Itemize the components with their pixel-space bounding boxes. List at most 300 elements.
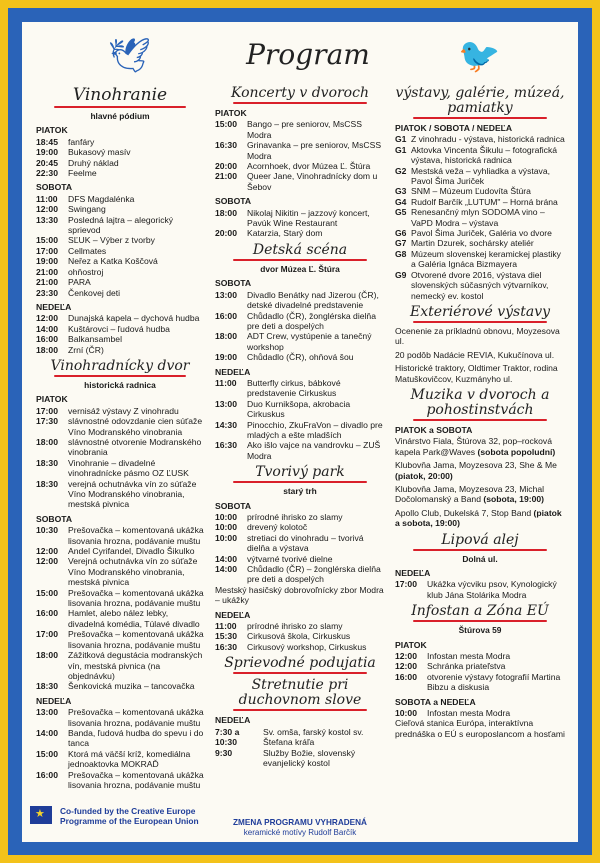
event-time: 12:00	[395, 651, 417, 662]
detska-event	[215, 352, 385, 362]
gallery-code: G9	[395, 269, 407, 280]
koncerty-underline	[233, 102, 367, 104]
vinohradnicky-event	[36, 681, 204, 691]
detska-event	[215, 311, 385, 332]
stretnutie-event	[215, 727, 385, 748]
event-title: Andel Cyrifandel, Divadlo Šikulko	[68, 546, 195, 557]
detska-event	[215, 399, 385, 420]
event-title: ohňostroj	[68, 266, 104, 277]
music-item	[395, 508, 565, 529]
event-title: Druhý náklad	[68, 157, 119, 168]
detska-venue: dvor Múzea Ľ. Štúra	[260, 263, 340, 274]
tvorivy-event	[215, 533, 385, 554]
gallery-item	[395, 145, 565, 166]
vinohranie-event	[36, 313, 204, 323]
event-title: slávnostné odovzdanie cien súťaže Víno Modranského vinobrania	[68, 416, 203, 437]
event-time: 13:30	[36, 214, 58, 225]
tvorivy-event	[215, 554, 385, 564]
stretnutie-heading: Stretnutie pri duchovnom slove	[238, 677, 362, 709]
music-time: (piatok, 20:00)	[395, 470, 453, 481]
vinohranie-event	[36, 235, 204, 245]
event-time: 23:30	[36, 287, 58, 298]
vinohranie-event	[36, 147, 204, 157]
vinohradnicky-event	[36, 525, 204, 546]
koncerty-event	[215, 228, 385, 238]
event-title: Infostan mesta Modra	[427, 708, 511, 719]
music-time: (sobota popoludní)	[477, 446, 556, 457]
event-time: 10:00	[215, 532, 237, 543]
vinohradnicky-underline	[54, 375, 186, 377]
gallery-item	[395, 238, 565, 248]
vinohradnicky-event	[36, 416, 204, 437]
vinohranie-day-label: SOBOTA	[36, 182, 73, 193]
exterior-item: Historické traktory, Oldtimer Traktor, rodina Matuškovičcov, Kuzmányho ul.	[395, 363, 558, 384]
gallery-code: G3	[395, 186, 407, 197]
column-middle	[215, 84, 385, 772]
stretnutie-underline	[233, 709, 367, 711]
event-title: Duo Kurnikšopa, akrobacia Cirkuskus	[247, 398, 351, 420]
vinohradnicky-event	[36, 749, 204, 770]
infostan-event	[395, 661, 565, 671]
event-title: Schránka priateľstva	[427, 661, 506, 672]
event-time: 17:00	[36, 629, 58, 640]
vinohradnicky-event	[36, 479, 204, 510]
event-title: otvorenie výstavy fotografií Martina Bibzu a diskusia	[427, 671, 561, 693]
event-title: Čenkovej deti	[68, 287, 121, 298]
section-lipova	[395, 533, 565, 601]
muzika-day-label: PIATOK a SOBOTA	[395, 424, 473, 435]
event-title: fanfáry	[68, 136, 95, 147]
vinohranie-event	[36, 246, 204, 256]
event-time: 14:00	[215, 553, 237, 564]
vystavy-day-label: PIATOK / SOBOTA / NEDEĽA	[395, 123, 513, 133]
event-time: 18:00	[36, 344, 58, 355]
event-title: stretiaci do vinohradu – tvorivá dielňa a výstava	[247, 532, 364, 554]
event-title: Butterfly cirkus, bábkové predstavenie Cirkuskus	[247, 377, 341, 399]
gallery-code: G1	[395, 144, 407, 155]
detska-event	[215, 331, 385, 352]
event-time: 18:00	[215, 331, 237, 342]
koncerty-event	[215, 171, 385, 192]
tvorivy-day-label: NEDEĽA	[215, 609, 251, 620]
music-venue: Vinárstvo Fiala, Štúrova 32, pop–rocková kapela Park@Waves	[395, 436, 553, 457]
infostan-note: Cieľová stanica Európa, interaktívna prednáška o EÚ s europoslancom a hosťami	[395, 718, 565, 739]
lipova-heading: Lipová alej	[441, 531, 519, 548]
event-time: 16:30	[215, 641, 237, 652]
vinohradnicky-event	[36, 556, 204, 587]
eu-cofunded-text: Co-funded by the Creative Europe Programme of the European Union	[60, 806, 199, 826]
event-time: 10:00	[215, 512, 237, 522]
vinohranie-event	[36, 204, 204, 214]
event-title: slávnostné otvorenie Modranského vinobrania	[68, 436, 202, 458]
detska-day-label: SOBOTA	[215, 278, 252, 289]
gallery-item	[395, 249, 565, 270]
event-time: 20:45	[36, 157, 58, 168]
event-title: Chůdadlo (ČR) – žonglérska dielňa pre deti a dospelých	[247, 564, 381, 585]
event-title: Cirkusová škola, Cirkuskus	[247, 631, 351, 642]
event-title: Feelme	[68, 168, 97, 179]
event-title: Divadlo Benátky nad Jizerou (ČR), detské divadelné predstavenie	[247, 289, 379, 311]
event-time: 16:30	[215, 440, 237, 451]
lipova-day-label: NEDEĽA	[395, 568, 431, 578]
event-time: 10:00	[215, 522, 237, 533]
gallery-code: G2	[395, 165, 407, 176]
tvorivy-event	[215, 642, 385, 652]
event-time: 18:30	[36, 478, 58, 489]
section-koncerty	[215, 86, 385, 239]
event-time: 21:00	[36, 266, 58, 277]
event-title: drevený kolotoč	[247, 522, 308, 533]
vinohranie-event	[36, 137, 204, 147]
vinohradnicky-event	[36, 728, 204, 749]
detska-event	[215, 420, 385, 441]
koncerty-event	[215, 161, 385, 171]
event-time: 12:00	[36, 313, 58, 324]
vinohranie-day-label: PIATOK	[36, 125, 68, 136]
gallery-title: Mestská veža – vyhliadka a výstava, Pavol Šima Juriček	[411, 165, 550, 187]
event-title: Dunajská kapela – dychová hudba	[68, 313, 200, 324]
gallery-code: G6	[395, 228, 407, 239]
page-title: Program	[246, 38, 370, 71]
event-title: Bango – pre seniorov, MsCSS Modra	[247, 119, 362, 140]
gallery-item	[395, 207, 565, 228]
event-title: Balkansambel	[68, 334, 122, 345]
vinohranie-event	[36, 194, 204, 204]
event-time: 16:00	[36, 608, 58, 619]
event-time: 17:00	[395, 579, 417, 590]
event-time: 15:00	[36, 587, 58, 598]
vinohranie-underline	[54, 106, 186, 108]
tvorivy-heading: Tvorivý park	[255, 464, 345, 481]
music-item	[395, 460, 565, 481]
event-title: Kuštárovci – ľudová hudba	[68, 323, 170, 334]
gallery-item	[395, 228, 565, 238]
music-venue: Klubovňa Jama, Moyzesova 23, She & Me	[395, 460, 557, 471]
lipova-venue: Dolná ul.	[462, 553, 498, 564]
event-time: 18:00	[36, 650, 58, 661]
koncerty-day-label: PIATOK	[215, 108, 247, 118]
infostan-heading: Infostan a Zóna EÚ	[411, 603, 549, 620]
section-sprievodne	[215, 656, 385, 674]
program-reserved: ZMENA PROGRAMU VYHRADENÁ	[233, 818, 367, 827]
event-title: Sv. omša, farský kostol sv. Štefana kráľa	[263, 726, 364, 748]
event-title: Queer Jane, Vinohradnícky dom u Šebov	[247, 171, 378, 192]
event-time: 16:00	[215, 310, 237, 321]
event-title: Vinohranie – divadelné vinohradnícke pásmo OZ ĽUSK	[68, 457, 189, 479]
event-time: 15:30	[215, 631, 237, 642]
vinohradnicky-event	[36, 608, 204, 629]
vinohradnicky-event	[36, 707, 204, 728]
event-title: SĽUK – Výber z tvorby	[68, 235, 155, 246]
event-time: 21:00	[215, 171, 237, 182]
event-title: verejná ochutnávka vín zo súťaže Víno Modranského vinobrania, mestská pivnica	[68, 478, 197, 510]
vinohradnicky-day-label: SOBOTA	[36, 513, 73, 524]
vinohradnicky-event	[36, 406, 204, 416]
event-time: 12:00	[36, 556, 58, 567]
gallery-title: Otvorené dvore 2016, výstava diel slovenských súčasných výtvarníkov, nemecký ev. kostol	[411, 269, 549, 301]
event-title: Služby Božie, slovenský evanjelický kostol	[263, 747, 356, 768]
event-time: 12:00	[395, 661, 417, 672]
gallery-code: G5	[395, 207, 407, 218]
event-time: 16:00	[36, 769, 58, 780]
event-title: Infostan mesta Modra	[427, 651, 511, 662]
vinohradnicky-day-label: NEDEĽA	[36, 695, 72, 706]
vinohranie-event	[36, 215, 204, 236]
tvorivy-event	[215, 631, 385, 641]
gallery-item	[395, 197, 565, 207]
event-title: Acornhoek, dvor Múzea Ľ. Štúra	[247, 161, 371, 172]
event-time: 18:00	[36, 436, 58, 447]
event-title: Zážitková degustácia modranských vín, mestská pivnica (na objednávku)	[68, 650, 203, 681]
vinohranie-event	[36, 267, 204, 277]
muzika-heading: Muzika v dvoroch a pohostinstvách	[410, 386, 550, 418]
gallery-title: SNM – Múzeum Ľudovíta Štúra	[411, 186, 531, 197]
muzika-underline	[413, 419, 547, 421]
event-title: Prešovačka – komentovaná ukážka lisovania hrozna, podávanie muštu	[68, 587, 204, 609]
event-title: Grinavanka – pre seniorov, MsCSS Modra	[247, 140, 382, 161]
sprievodne-underline	[233, 672, 367, 674]
event-title: Nikolaj Nikitin – jazzový koncert, Pavúk Wine Restaurant	[247, 207, 370, 229]
infostan-day-label: SOBOTA a NEDEĽA	[395, 696, 476, 707]
tvorivy-underline	[233, 481, 367, 483]
event-time: 11:00	[215, 621, 237, 632]
detska-event	[215, 440, 385, 461]
event-title: Pinocchio, ZkuFraVon – divadlo pre mladých a ešte mladších	[247, 419, 383, 440]
vinohranie-heading: Vinohranie	[72, 85, 168, 105]
infostan-event	[395, 708, 565, 718]
event-time: 18:00	[215, 207, 237, 218]
vinohradnicky-event	[36, 629, 204, 650]
event-title: Chůdadlo (ČR), ohňová šou	[247, 352, 354, 363]
vinohradnicky-event	[36, 588, 204, 609]
vinohranie-event	[36, 324, 204, 334]
event-title: Prešovačka – komentovaná ukážka lisovania hrozna, podávanie muštu	[68, 769, 204, 790]
event-time: 12:00	[36, 546, 58, 557]
vinohranie-event	[36, 345, 204, 355]
event-time: 16:00	[36, 334, 58, 345]
event-time: 16:30	[215, 140, 237, 151]
section-exterierove	[395, 305, 565, 384]
bird-left-icon: 🕊	[108, 37, 152, 75]
footer-note	[215, 818, 385, 838]
event-time: 7:30 a 10:30	[215, 726, 240, 748]
detska-day-label: NEDEĽA	[215, 366, 251, 377]
event-title: Hamlet, alebo nález lebky, divadelná komédia, Túlavé divadlo	[68, 608, 200, 629]
event-time: 18:45	[36, 136, 58, 147]
vinohradnicky-event	[36, 770, 204, 791]
event-time: 11:00	[215, 377, 237, 388]
detska-event	[215, 290, 385, 311]
event-title: Banda, ľudová hudba do spevu i do tanca	[68, 727, 204, 749]
event-title: Katarzia, Starý dom	[247, 228, 323, 239]
infostan-event	[395, 651, 565, 661]
gallery-title: Rudolf Barčík „LUTUM" – Horná brána	[411, 196, 558, 207]
section-detska-scena	[215, 243, 385, 461]
event-time: 16:00	[395, 671, 417, 682]
event-time: 19:00	[36, 147, 58, 158]
section-vinohradnicky-dvor	[36, 359, 204, 790]
event-title: Bukasový masív	[68, 147, 131, 158]
event-title: Zrní (ČR)	[68, 344, 104, 355]
event-time: 15:00	[36, 235, 58, 246]
event-title: Šenkovická muzika – tancovačka	[68, 681, 195, 692]
event-time: 22:30	[36, 168, 58, 179]
vinohradnicky-event	[36, 437, 204, 458]
event-time: 15:00	[36, 748, 58, 759]
vinohranie-event	[36, 168, 204, 178]
music-time: (sobota, 19:00)	[483, 494, 545, 505]
lipova-event	[395, 579, 565, 600]
event-time: 12:00	[36, 204, 58, 215]
event-time: 10:00	[395, 708, 417, 719]
event-time: 17:30	[36, 416, 58, 427]
event-title: prírodné ihrisko zo slamy	[247, 621, 343, 632]
vinohranie-event	[36, 288, 204, 298]
event-time: 17:00	[36, 405, 58, 416]
tvorivy-event	[215, 522, 385, 532]
event-time: 11:00	[36, 193, 58, 204]
event-time: 13:00	[215, 398, 237, 409]
event-time: 21:00	[36, 277, 58, 288]
gallery-title: Z vinohradu - výstava, historická radnica	[411, 134, 565, 145]
detska-event	[215, 378, 385, 399]
gallery-code: G7	[395, 238, 407, 249]
music-venue: Klubovňa Jama, Moyzesova 23, Michal Dočolomanský a Band	[395, 483, 545, 505]
koncerty-day-label: SOBOTA	[215, 196, 252, 207]
tvorivy-day-label: SOBOTA	[215, 500, 252, 511]
event-title: Swingang	[68, 204, 106, 215]
vinohradnicky-event	[36, 546, 204, 556]
gallery-title: Aktovka Vincenta Šikulu – fotografická výstava, historická radnica	[411, 144, 558, 166]
section-muzika	[395, 388, 565, 529]
gallery-title: Múzeum slovenskej keramickej plastiky a Galéria Ignáca Bizmayera	[411, 248, 561, 270]
event-title: Cirkusový workshop, Cirkuskus	[247, 641, 367, 652]
exterior-item: 20 podôb Nadácie REVIA, Kukučínova ul.	[395, 349, 555, 360]
event-title: PARA	[68, 277, 91, 288]
event-time: 10:30	[36, 525, 58, 536]
vinohradnicky-heading: Vinohradnícky dvor	[50, 357, 190, 374]
infostan-underline	[413, 620, 547, 622]
event-time: 15:00	[215, 119, 237, 130]
gallery-item	[395, 186, 565, 196]
event-title: Prešovačka – komentovaná ukážka lisovania hrozna, podávanie muštu	[68, 707, 204, 728]
gallery-code: G1	[395, 134, 407, 145]
column-right	[395, 84, 565, 743]
event-title: Prešovačka – komentovaná ukážka lisovania hrozna, podávanie muštu	[68, 525, 204, 546]
bird-right-icon: 🐦	[458, 37, 501, 75]
eu-flag-icon	[30, 806, 52, 824]
vystavy-heading: výstavy, galérie, múzeá, pamiatky	[395, 85, 565, 116]
tvorivy-note: Mestský hasičský dobrovoľnícky zbor Modra – ukážky	[215, 584, 384, 606]
event-title: Prešovačka – komentovaná ukážka lisovania hrozna, podávanie muštu	[68, 629, 204, 650]
tvorivy-event	[215, 512, 385, 522]
gallery-item	[395, 270, 565, 301]
event-title: Ukážka výcviku psov, Kynologický klub Jána Stolárika Modra	[427, 579, 557, 600]
section-infostan	[395, 604, 565, 739]
koncerty-event	[215, 208, 385, 229]
event-title: vernisáž výstavy Z vinohradu	[68, 405, 179, 416]
event-time: 14:00	[36, 727, 58, 738]
koncerty-heading: Koncerty v dvoroch	[231, 85, 369, 101]
motifs-credit: keramické motívy Rudolf Barčík	[243, 828, 357, 837]
gallery-item	[395, 134, 565, 144]
tvorivy-event	[215, 564, 385, 585]
event-time: 17:00	[36, 245, 58, 256]
event-time: 19:00	[36, 256, 58, 267]
infostan-venue: Štúrova 59	[458, 625, 502, 636]
detska-underline	[233, 259, 367, 261]
event-title: prírodné ihrisko zo slamy	[247, 512, 343, 522]
gallery-title: Martin Dzurek, sochársky ateliér	[411, 238, 534, 249]
vinohranie-event	[36, 277, 204, 287]
music-item	[395, 436, 565, 457]
event-title: Ktorá má väčší kríž, komediálna jednoaktovka MOKRAĎ	[68, 748, 191, 770]
tvorivy-venue: starý trh	[283, 486, 317, 497]
event-time: 14:00	[215, 564, 237, 575]
stretnutie-day-label: NEDEĽA	[215, 715, 251, 726]
event-time: 20:00	[215, 228, 237, 239]
gallery-code: G4	[395, 196, 407, 207]
event-time: 14:00	[36, 323, 58, 334]
event-time: 18:30	[36, 681, 58, 692]
event-title: Posledná lajtra – alegorický sprievod	[68, 214, 174, 236]
vinohranie-event	[36, 158, 204, 168]
stretnutie-event	[215, 748, 385, 769]
vinohranie-event	[36, 334, 204, 344]
vinohranie-day-label: NEDEĽA	[36, 301, 72, 312]
gallery-title: Pavol Šima Juriček, Galéria vo dvore	[411, 228, 552, 239]
event-time: 14:30	[215, 419, 237, 430]
vinohradnicky-event	[36, 458, 204, 479]
column-left	[36, 84, 204, 794]
event-title: DFS Magdalénka	[68, 193, 135, 204]
koncerty-event	[215, 119, 385, 140]
tvorivy-event	[215, 621, 385, 631]
gallery-item	[395, 166, 565, 187]
event-title: Neřez a Katka Koščová	[68, 256, 158, 267]
vystavy-underline	[413, 117, 547, 119]
event-time: 13:00	[36, 707, 58, 718]
infostan-day-label: PIATOK	[395, 639, 427, 650]
event-title: Cellmates	[68, 245, 107, 256]
event-title: Verejná ochutnávka vín zo súťaže Víno Modranského vinobrania, mestská pivnica	[68, 556, 198, 588]
event-title: výtvarné tvorivé dielne	[247, 553, 333, 564]
section-vystavy	[395, 86, 565, 301]
vinohranie-event	[36, 256, 204, 266]
koncerty-event	[215, 140, 385, 161]
exterierove-underline	[413, 321, 547, 323]
event-time: 19:00	[215, 352, 237, 363]
event-time: 9:30	[215, 747, 233, 758]
event-title: Ako išlo vajce na vandrovku – ZUŠ Modra	[247, 440, 381, 461]
event-title: Chůdadlo (ČR), žonglérska dielňa pre deti a dospelých	[247, 310, 376, 331]
vinohradnicky-event	[36, 650, 204, 681]
lipova-underline	[413, 549, 547, 551]
event-time: 13:00	[215, 289, 237, 300]
section-vinohranie	[36, 86, 204, 355]
music-venue: Apollo Club, Dukelská 7, Stop Band	[395, 507, 534, 518]
exterior-item: Ocenenie za príkladnú obnovu, Moyzesova ul.	[395, 325, 560, 347]
infostan-event	[395, 672, 565, 693]
detska-heading: Detská scéna	[252, 241, 348, 258]
music-item	[395, 484, 565, 505]
vinohranie-venue: hlavné pódium	[90, 111, 150, 121]
music-time: (piatok a sobota, 19:00)	[395, 507, 562, 529]
sprievodne-heading: Sprievodné podujatia	[224, 655, 376, 672]
event-time: 20:00	[215, 161, 237, 172]
vinohradnicky-venue: historická radnica	[84, 379, 156, 390]
gallery-title: Renesančný mlyn SODOMA vino – VaPD Modra – výstava	[411, 207, 545, 228]
